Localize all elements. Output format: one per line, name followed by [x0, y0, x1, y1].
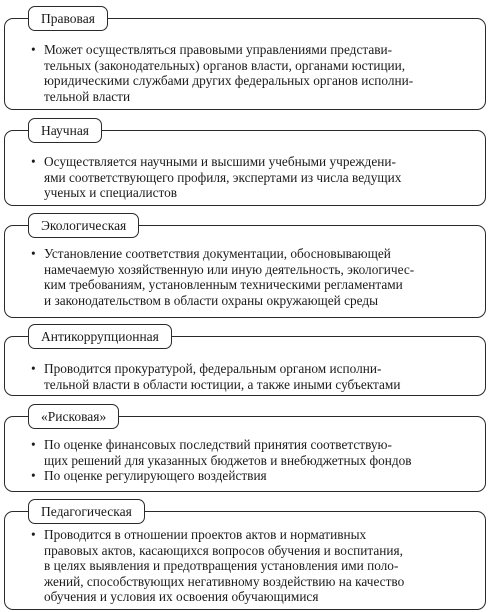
- block-title: Научная: [28, 118, 102, 143]
- block-items: [22, 154, 478, 201]
- block-title: Экологическая: [28, 213, 139, 238]
- block-title: «Рисковая»: [28, 404, 119, 429]
- block-pravovaya: [0, 6, 488, 110]
- block-title: Антикоррупционная: [28, 324, 172, 349]
- block-items: [22, 437, 478, 484]
- block-riskovaya: [0, 404, 488, 492]
- list-item: • Проводится в отношении проектов актов и нормативных правовых актов, касающихся вопросов обучения и воспитания, в целях выявления и предотвращения установления ими поло- жений, способствующих негативному воздействию на качество обучения и условия их освоения обучающимися: [31, 527, 405, 605]
- block-items: [22, 42, 478, 104]
- block-nauchnaya: [0, 118, 488, 206]
- block-pedagogicheskaya: [0, 499, 488, 610]
- block-ekologicheskaya: [0, 213, 488, 318]
- block-items: [22, 361, 478, 392]
- block-items: [22, 527, 478, 605]
- list-item: • Установление соответствия документации, обосновывающей намечаемую хозяйственную или иную деятельность, экологичес- ким требованиям, установленным техническими регламентами и законодательством в области охраны окружающей среды: [31, 246, 415, 308]
- block-title: Правовая: [28, 6, 108, 31]
- block-items: [22, 246, 478, 308]
- block-antikorruptsionnaya: [0, 324, 488, 396]
- list-item: • Осуществляется научными и высшими учебными учреждени- ями соответствующего профиля, экспертами из числа ведущих ученых и специалистов: [31, 154, 402, 201]
- list-item: • Проводится прокуратурой, федеральным органом исполни- тельной власти в области юстиции, а также иными субъектами: [31, 361, 401, 392]
- block-title: Педагогическая: [28, 499, 145, 524]
- list-item: • Может осуществляться правовыми управлениями представи- тельных (законодательных) органов власти, органами юстиции, юридическими службами других федеральных органов исполни- тельной власти: [31, 42, 414, 104]
- list-item: • По оценке финансовых последствий принятия соответствую- щих решений для указанных бюджетов и внебюджетных фондов: [31, 437, 412, 468]
- list-item: • По оценке регулирующего воздействия: [31, 468, 267, 484]
